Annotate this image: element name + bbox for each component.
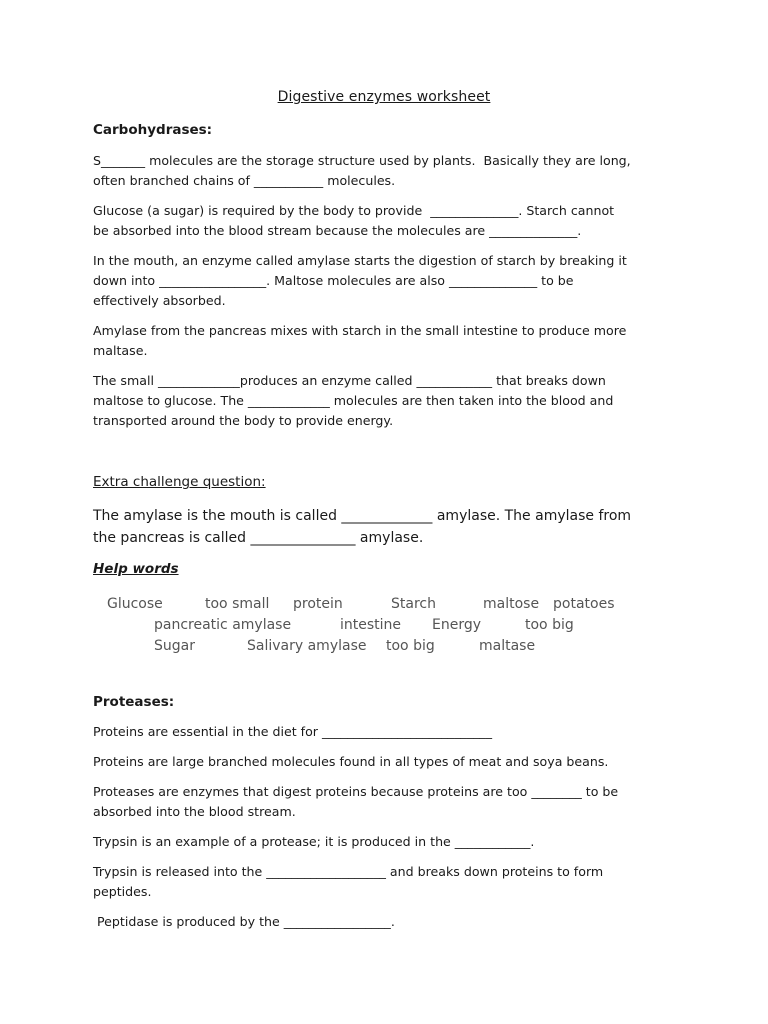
help-word: Energy [432,617,482,633]
help-word: Starch [391,596,436,612]
proteases-paragraph-6: Peptidase is produced by the _________________. [93,914,395,929]
help-word: potatoes [553,596,615,612]
help-word: too big [525,617,574,633]
proteases-paragraph-3: Proteases are enzymes that digest proteins because proteins are too ________ to be absorbed into the blood stream. [93,784,619,819]
help-word: intestine [340,617,402,633]
carbohydrases-paragraph-5: The small _____________produces an enzyme called ____________ that breaks down maltose to glucose. The _____________ molecules are then taken into the blood and transported around the body to provide energy. [93,373,614,428]
carbohydrases-heading: Carbohydrases: [93,122,213,138]
worksheet-title: Digestive enzymes worksheet [277,89,491,105]
help-word: Glucose [107,596,163,612]
proteases-heading: Proteases: [93,694,175,710]
carbohydrases-paragraph-1: S_______ molecules are the storage structure used by plants. Basically they are long, often branched chains of ___________ molecules. [93,153,631,188]
proteases-paragraph-5: Trypsin is released into the ___________________ and breaks down proteins to form peptides. [93,864,604,899]
help-word: Salivary amylase [247,638,367,654]
carbohydrases-paragraph-2: Glucose (a sugar) is required by the body to provide ______________. Starch cannot be absorbed into the blood stream because the molecules are ______________. [93,203,615,238]
proteases-paragraph-1: Proteins are essential in the diet for ___________________________ [93,724,493,739]
carbohydrases-paragraph-3: In the mouth, an enzyme called amylase starts the digestion of starch by breaking it down into _________________. Maltose molecules are also ______________ to be effectively absorbed. [93,253,627,308]
help-word: Sugar [154,638,195,654]
help-words-heading: Help words [93,561,179,577]
help-word: too big [386,638,435,654]
help-word: maltose [483,596,540,612]
challenge-question: The amylase is the mouth is called _____________ amylase. The amylase from the pancreas is called _______________ amylase. [93,508,632,546]
help-word: too small [205,596,270,612]
help-word: protein [293,596,343,612]
proteases-paragraph-4: Trypsin is an example of a protease; it is produced in the ____________. [93,834,535,849]
help-word: maltase [479,638,536,654]
challenge-heading: Extra challenge question: [93,474,266,490]
help-word: pancreatic amylase [154,617,292,633]
carbohydrases-paragraph-4: Amylase from the pancreas mixes with starch in the small intestine to produce more maltase. [93,323,627,358]
proteases-paragraph-2: Proteins are large branched molecules found in all types of meat and soya beans. [93,754,609,769]
